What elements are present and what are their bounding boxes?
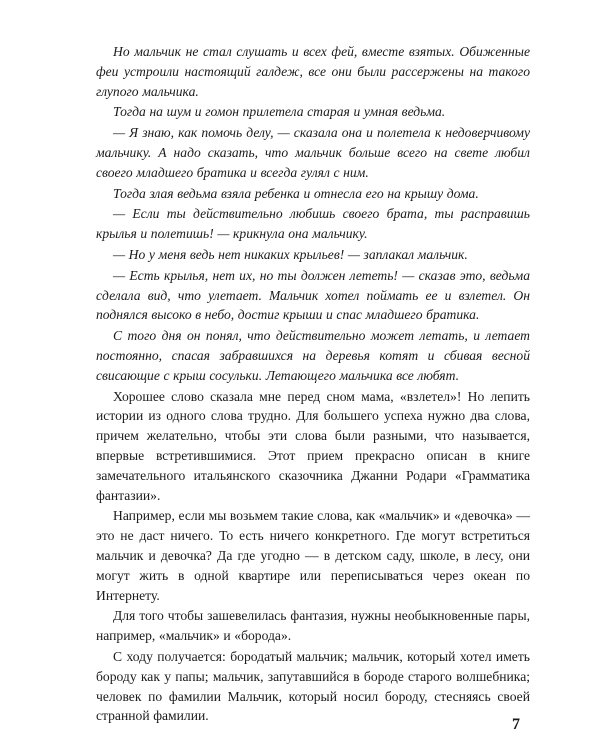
paragraph-1: Но мальчик не стал слушать и всех фей, вместе взятых. Обиженные феи устроили настоящий галдеж, все они были рассержены на такого глупого мальчика. [96, 44, 530, 99]
paragraph-7: — Есть крылья, нет их, но ты должен лететь! — сказав это, ведьма сделала вид, что улетает. Мальчик хотел поймать ее и взлетел. Он поднялся высоко в небо, достиг крыши и спас младшего братика. [96, 267, 530, 323]
paragraph-6: — Но у меня ведь нет никаких крыльев! — заплакал мальчик. [113, 246, 468, 262]
paragraph-5: — Если ты действительно любишь своего брата, ты расправишь крылья и полетишь! — крикнула она мальчику. [96, 206, 530, 242]
paragraph-9: Хорошее слово сказала мне перед сном мама, «взлетел»! Но лепить истории из одного слова трудно. Для большего успеха нужно два слова, причем желательно, чтобы эти слова были разными, что называется, впервые встретившимися. Этот прием прекрасно описан в книге замечательного итальянского сказочника Джанни Родари «Грамматика фантазии». [96, 388, 530, 503]
paragraph-12: С ходу получается: бородатый мальчик; мальчик, который хотел иметь бороду как у папы; мальчик, запутавшийся в бороде старого волшебника; человек по фамилии Мальчик, который носил бороду, стесняясь своей странной фамилии. [96, 648, 530, 724]
page-number: 7 [512, 716, 520, 733]
paragraph-2: Тогда на шум и гомон прилетела старая и умная ведьма. [113, 104, 446, 120]
paragraph-3: — Я знаю, как помочь делу, — сказала она и полетела к недоверчивому мальчику. А надо сказать, что мальчик больше всего на свете любил своего младшего братика и всегда гулял с ним. [96, 125, 530, 180]
paragraph-8: С того дня он понял, что действительно может летать, и летает постоянно, спасая забравшихся на деревья котят и сбивая весной свисающие с крыш сосульки. Летающего мальчика все любят. [96, 328, 530, 383]
paragraph-4: Тогда злая ведьма взяла ребенка и отнесла его на крышу дома. [113, 185, 479, 201]
paragraph-11: Для того чтобы зашевелилась фантазия, нужны необыкновенные пары, например, «мальчик» и «борода». [96, 608, 530, 644]
paragraph-10: Например, если мы возьмем такие слова, как «мальчик» и «девочка» — это не даст ничего. То есть ничего конкретного. Где могут встретиться мальчик и девочка? Да где угодно — в детском саду, школе, в лесу, они могут жить в одной квартире или переписываться через океан по Интернету. [96, 508, 530, 603]
document-page [96, 42, 530, 727]
